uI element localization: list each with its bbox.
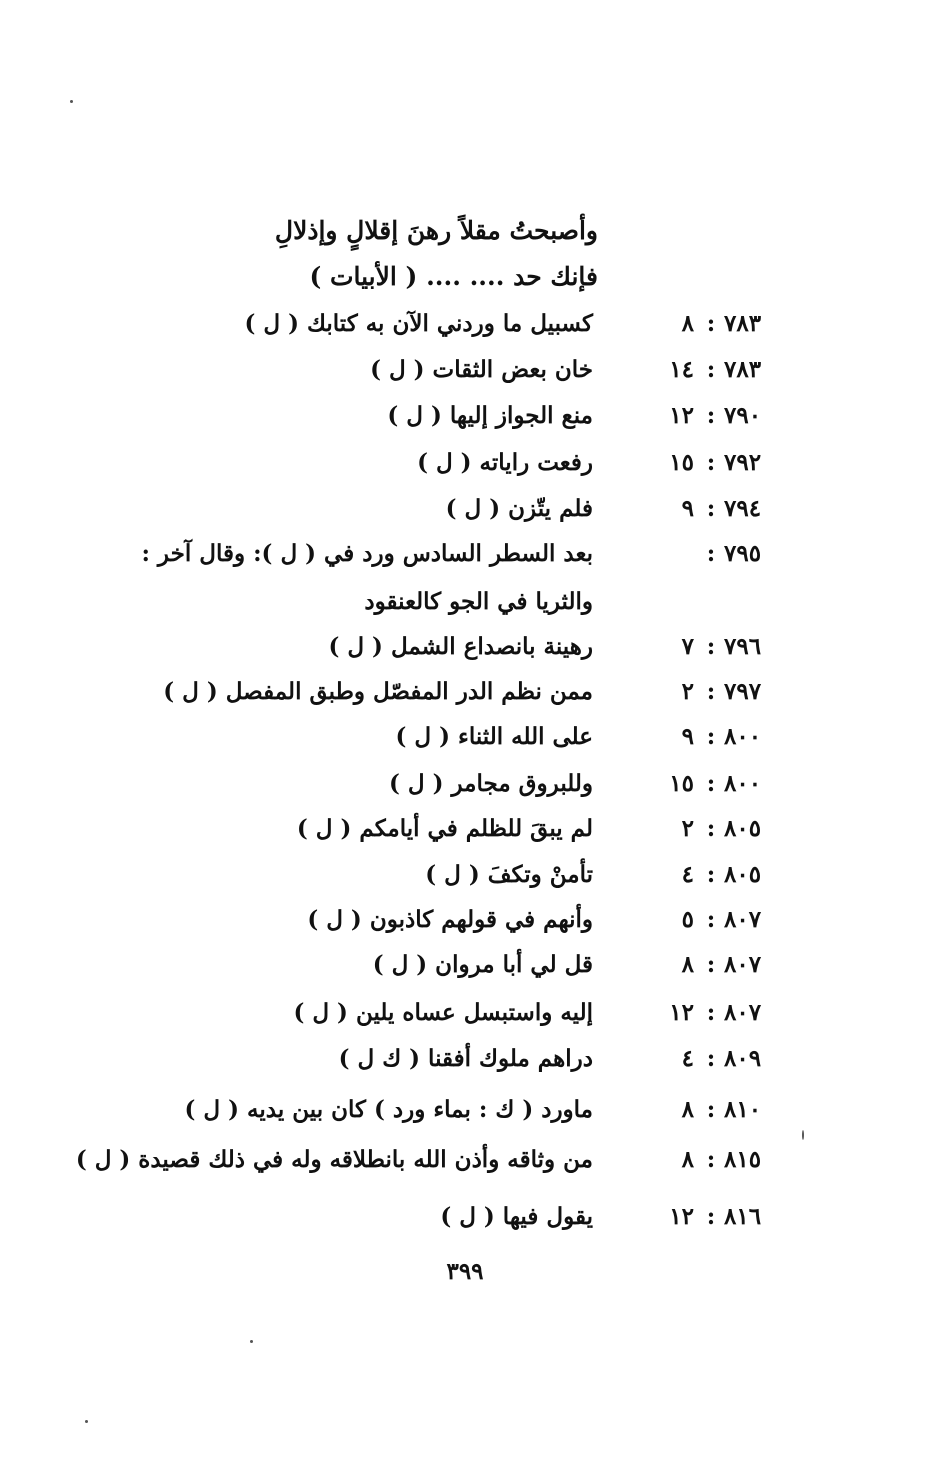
page-reference: ٧٩٠	[724, 402, 762, 429]
entry-text: منع الجواز إليها ( ل )	[387, 402, 593, 429]
entry-text: تأمنْ وتكفَ ( ل )	[425, 861, 593, 888]
list-item	[0, 356, 938, 396]
list-item	[0, 906, 938, 946]
line-number: ٢	[681, 678, 694, 705]
line-number: ٨	[681, 951, 694, 978]
reference-separator: :	[706, 540, 716, 567]
entry-text: على الله الثناء ( ل )	[395, 723, 593, 750]
line-number: ١٢	[669, 1203, 694, 1230]
page-reference: ٨٠٠	[724, 770, 762, 797]
entry-text: فلم يتّزن ( ل )	[445, 495, 593, 522]
entry-text: ماورد ( ك : بماء ورد ) كان بين يديه ( ل )	[184, 1096, 593, 1123]
intro-verse-line: وأصبحتُ مقلاً رهنَ إقلالٍ وإذلالِ	[274, 216, 598, 245]
line-number: ٤	[681, 1045, 694, 1072]
line-number: ٤	[681, 861, 694, 888]
list-item	[0, 495, 938, 535]
list-item	[0, 540, 938, 580]
page-reference: ٨٠٥	[724, 861, 762, 888]
list-item	[0, 1203, 938, 1243]
reference-separator: :	[706, 356, 716, 383]
list-item	[0, 861, 938, 901]
list-item	[0, 723, 938, 763]
line-number: ٩	[681, 723, 694, 750]
list-item	[0, 951, 938, 991]
line-number: ٩	[681, 495, 694, 522]
list-item	[0, 310, 938, 350]
list-item	[0, 633, 938, 673]
entry-text: وأنهم في قولهم كاذبون ( ل )	[307, 906, 593, 933]
list-item	[0, 1146, 938, 1186]
line-number: ١٤	[669, 356, 694, 383]
reference-separator: :	[706, 1146, 716, 1173]
page-reference: ٧٩٧	[724, 678, 762, 705]
reference-separator: :	[706, 999, 716, 1026]
list-item	[0, 588, 938, 628]
reference-separator: :	[706, 1203, 716, 1230]
list-item	[0, 999, 938, 1039]
list-item	[0, 678, 938, 718]
scan-speck	[802, 1130, 804, 1140]
reference-separator: :	[706, 495, 716, 522]
reference-separator: :	[706, 1045, 716, 1072]
entry-text: رفعت راياته ( ل )	[417, 449, 593, 476]
entry-text: إليه واستبسل عساه يلين ( ل )	[293, 999, 593, 1026]
reference-separator: :	[706, 1096, 716, 1123]
page-number: ٣٩٩	[446, 1258, 484, 1285]
page-reference: ٧٩٦	[724, 633, 762, 660]
reference-separator: :	[706, 723, 716, 750]
scan-speck	[85, 1420, 88, 1423]
line-number: ١٥	[669, 449, 694, 476]
page-reference: ٧٨٣	[724, 310, 762, 337]
line-number: ٥	[681, 906, 694, 933]
line-number: ٧	[681, 633, 694, 660]
line-number: ١٢	[669, 999, 694, 1026]
entry-text: من وثاقه وأذن الله بانطلاقه وله في ذلك قصيدة ( ل )	[75, 1146, 593, 1173]
list-item	[0, 815, 938, 855]
entry-text: وللبروق مجامر ( ل )	[388, 770, 593, 797]
entry-text: دراهم ملوك أفقنا ( ك ل )	[338, 1045, 593, 1072]
reference-separator: :	[706, 633, 716, 660]
list-item	[0, 1096, 938, 1136]
line-number: ١٢	[669, 402, 694, 429]
page-reference: ٨٠٩	[724, 1045, 762, 1072]
scan-speck	[70, 100, 73, 103]
line-number: ٨	[681, 1096, 694, 1123]
page-reference: ٧٩٢	[724, 449, 762, 476]
reference-separator: :	[706, 678, 716, 705]
page-reference: ٨١٠	[724, 1096, 762, 1123]
entry-text: لم يبقَ للظلم في أيامكم ( ل )	[296, 815, 593, 842]
page-reference: ٨٠٧	[724, 999, 762, 1026]
entry-text: ممن نظم الدر المفصّل وطبق المفصل ( ل )	[163, 678, 593, 705]
reference-separator: :	[706, 861, 716, 888]
reference-separator: :	[706, 449, 716, 476]
entry-text: خان بعض الثقات ( ل )	[370, 356, 593, 383]
reference-separator: :	[706, 906, 716, 933]
line-number: ٨	[681, 1146, 694, 1173]
intro-verse-line: فإنك حد .... .... ( الأبيات )	[309, 262, 598, 291]
list-item	[0, 770, 938, 810]
page-reference: ٧٩٤	[724, 495, 762, 522]
entry-text: بعد السطر السادس ورد في ( ل ): وقال آخر :	[141, 540, 593, 567]
page-reference: ٨٠٥	[724, 815, 762, 842]
reference-separator: :	[706, 402, 716, 429]
line-number: ١٥	[669, 770, 694, 797]
page-reference: ٨١٦	[724, 1203, 762, 1230]
page-reference: ٨٠٧	[724, 906, 762, 933]
entry-text: والثريا في الجو كالعنقود	[364, 588, 593, 615]
scan-speck	[250, 1340, 253, 1343]
page-reference: ٧٩٥	[724, 540, 762, 567]
reference-separator: :	[706, 770, 716, 797]
entry-text: كسبيل ما وردني الآن به كتابك ( ل )	[244, 310, 593, 337]
line-number: ٨	[681, 310, 694, 337]
list-item	[0, 402, 938, 442]
entry-text: يقول فيها ( ل )	[440, 1203, 593, 1230]
entry-text: قل لي أبا مروان ( ل )	[372, 951, 593, 978]
reference-separator: :	[706, 951, 716, 978]
list-item	[0, 449, 938, 489]
list-item	[0, 1045, 938, 1085]
line-number: ٢	[681, 815, 694, 842]
entry-text: رهينة بانصداع الشمل ( ل )	[328, 633, 593, 660]
reference-separator: :	[706, 310, 716, 337]
page-reference: ٨٠٧	[724, 951, 762, 978]
page-reference: ٨٠٠	[724, 723, 762, 750]
page-reference: ٨١٥	[724, 1146, 762, 1173]
reference-separator: :	[706, 815, 716, 842]
page-reference: ٧٨٣	[724, 356, 762, 383]
